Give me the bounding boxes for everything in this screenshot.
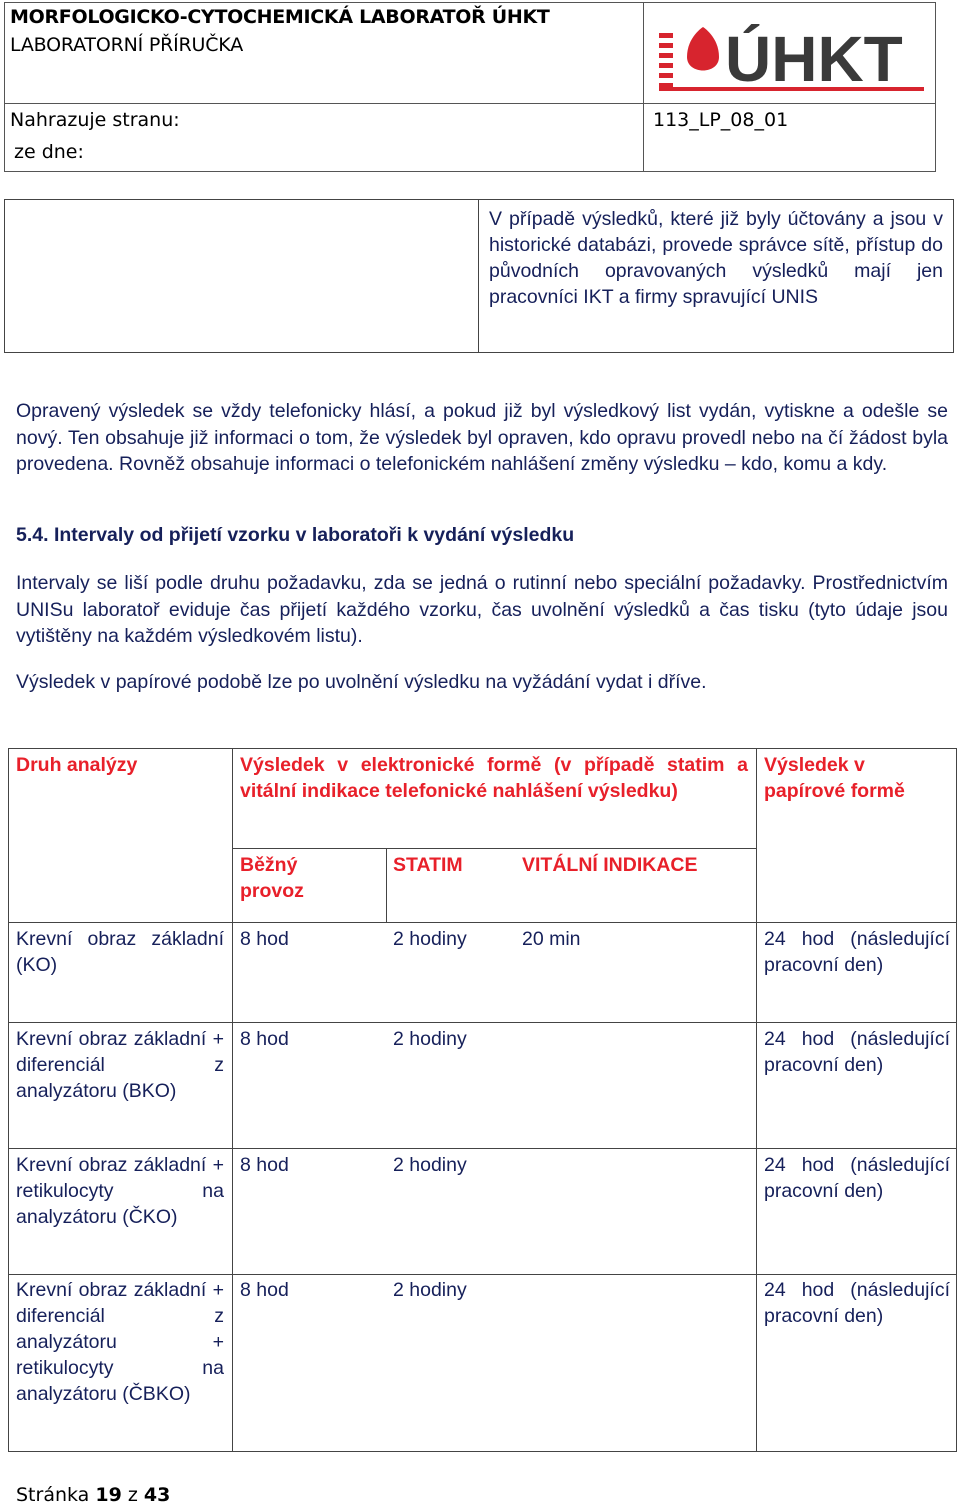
table-row-analysis: Krevní obraz základní + retikulocyty na analyzátoru (ČKO)	[16, 1154, 224, 1228]
table-row-normal: 8 hod	[240, 1028, 289, 1050]
table-row-statim: 2 hodiny	[393, 1279, 467, 1301]
header-paper-result: Výsledek v papírové formě	[764, 754, 905, 802]
section-heading: 5.4. Intervaly od přijetí vzorku v laboratoři k vydání výsledku	[16, 524, 575, 546]
header-replaces-label: Nahrazuje stranu:	[10, 109, 180, 131]
footer-total-pages: 43	[143, 1484, 171, 1506]
table-row-vital: 20 min	[522, 928, 581, 950]
uhkt-logo	[659, 17, 929, 97]
subheader-vital-indication: VITÁLNÍ INDIKACE	[522, 854, 698, 876]
header-doc-code: 113_LP_08_01	[653, 109, 789, 131]
subheader-normal-operation: Běžný provoz	[240, 854, 304, 902]
continuation-table-divider	[478, 200, 479, 352]
logo-wordmark: ÚHKT	[725, 23, 903, 95]
header-analysis-type: Druh analýzy	[16, 754, 138, 776]
continuation-table	[4, 199, 954, 353]
table-row-normal: 8 hod	[240, 928, 289, 950]
table-row-analysis: Krevní obraz základní + diferenciál z analyzátoru (BKO)	[16, 1028, 224, 1102]
table-row-analysis: Krevní obraz základní + diferenciál z analyzátoru + retikulocyty na analyzátoru (ČBKO)	[16, 1279, 224, 1405]
header-electronic-result: Výsledek v elektronické formě (v případě statim a vitální indikace telefonické nahlášení výsledku)	[240, 754, 748, 802]
table-row-paper: 24 hod (následující pracovní den)	[764, 1028, 950, 1076]
document-header	[4, 2, 936, 172]
header-divider-horizontal	[5, 103, 935, 104]
table-row-paper: 24 hod (následující pracovní den)	[764, 928, 950, 976]
paragraph-paper-result: Výsledek v papírové podobě lze po uvolnění výsledku na vyžádání vydat i dříve.	[16, 671, 707, 693]
subheader-statim: STATIM	[393, 854, 463, 876]
table-row-normal: 8 hod	[240, 1279, 289, 1301]
table-row-statim: 2 hodiny	[393, 928, 467, 950]
header-date-label: ze dne:	[14, 141, 84, 163]
header-subtitle: LABORATORNÍ PŘÍRUČKA	[10, 34, 244, 56]
table-row-normal: 8 hod	[240, 1154, 289, 1176]
paragraph-intervals: Intervaly se liší podle druhu požadavku, zda se jedná o rutinní nebo speciální požadavky. Prostřednictvím UNISu laboratoř eviduje čas přijetí každého vzorku, čas uvolnění výsledků a čas tisku (tyto údaje jsou vytištěny na každém výsledkovém listu).	[16, 572, 948, 647]
table-row-statim: 2 hodiny	[393, 1028, 467, 1050]
table-row-paper: 24 hod (následující pracovní den)	[764, 1279, 950, 1327]
footer-page-label: Stránka	[16, 1484, 90, 1506]
table-row-analysis: Krevní obraz základní (KO)	[16, 928, 224, 976]
footer-of-label: z	[127, 1484, 138, 1506]
footer-page-number: 19	[95, 1484, 122, 1506]
table-row-statim: 2 hodiny	[393, 1154, 467, 1176]
continuation-cell-text: V případě výsledků, které již byly účtovány a jsou v historické databázi, provede správce sítě, přístup do původních opravovaných výsledků mají jen pracovníci IKT a firmy spravující UNIS	[489, 208, 943, 308]
table-row-paper: 24 hod (následující pracovní den)	[764, 1154, 950, 1202]
paragraph-correction: Opravený výsledek se vždy telefonicky hlásí, a pokud již byl výsledkový list vydán, vytiskne a odešle se nový. Ten obsahuje již informaci o tom, že výsledek byl opraven, kdo opravu provedl nebo na čí žádost byla provedena. Rovněž obsahuje informaci o telefonickém nahlášení změny výsledku – kdo, komu a kdy.	[16, 400, 948, 475]
header-title: MORFOLOGICKO-CYTOCHEMICKÁ LABORATOŘ ÚHKT	[10, 6, 550, 28]
page-footer	[16, 1484, 170, 1506]
header-divider-vertical	[643, 3, 644, 171]
